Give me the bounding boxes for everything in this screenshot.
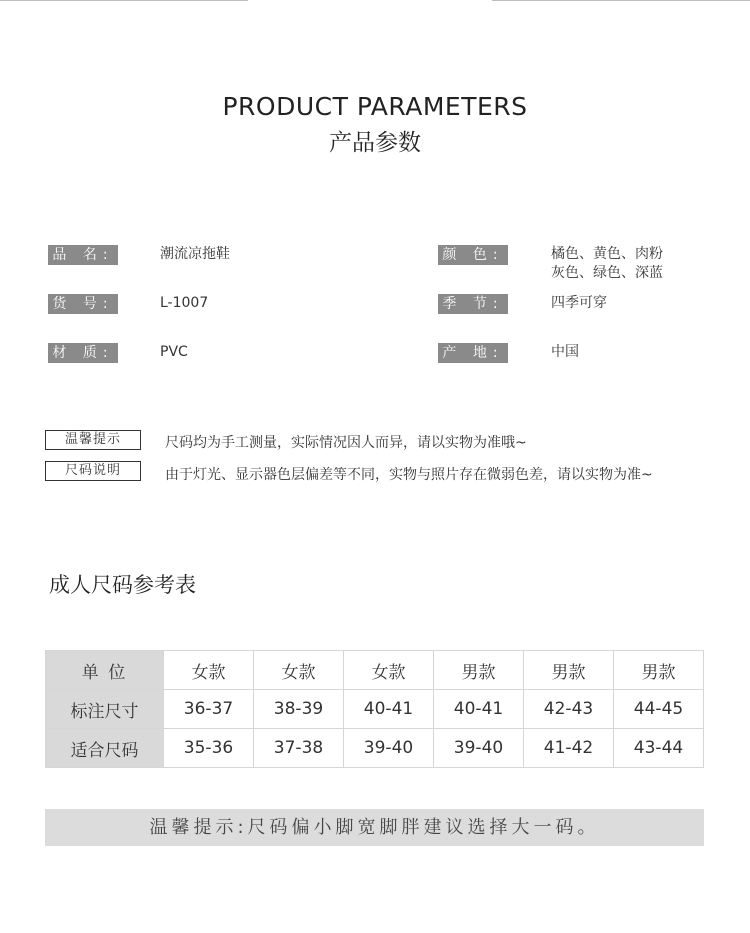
table-header-row [46, 651, 704, 690]
name-value: 潮流凉拖鞋 [160, 246, 230, 262]
table-cell: 35-36 [164, 729, 254, 768]
table-cell: 44-45 [614, 690, 704, 729]
top-divider-left [0, 0, 248, 1]
table-cell: 38-39 [254, 690, 344, 729]
table-header-cell: 男款 [524, 651, 614, 690]
season-label: 季 节: [438, 294, 508, 314]
origin-value: 中国 [551, 344, 579, 360]
sku-value: L-1007 [160, 295, 209, 311]
origin-label: 产 地: [438, 343, 508, 363]
page-title-cn: 产品参数 [329, 130, 421, 156]
size-note-text: 由于灯光、显示器色层偏差等不同，实物与照片存在微弱色差，请以实物为准~ [165, 467, 653, 483]
table-header-cell: 女款 [254, 651, 344, 690]
table-row [46, 690, 704, 729]
table-header-cell: 男款 [434, 651, 524, 690]
table-row [46, 729, 704, 768]
table-cell: 39-40 [344, 729, 434, 768]
table-row-head: 标注尺寸 [46, 690, 164, 729]
size-table [45, 650, 704, 768]
table-cell: 36-37 [164, 690, 254, 729]
color-value-line1: 橘色、黄色、肉粉 [551, 246, 663, 262]
table-cell: 40-41 [434, 690, 524, 729]
tip-label: 温馨提示 [45, 430, 141, 450]
table-cell: 37-38 [254, 729, 344, 768]
table-header-cell: 女款 [164, 651, 254, 690]
table-header-cell: 单 位 [46, 651, 164, 690]
size-note-label: 尺码说明 [45, 461, 141, 481]
table-header-cell: 女款 [344, 651, 434, 690]
material-label: 材 质: [48, 343, 118, 363]
sku-label: 货 号: [48, 294, 118, 314]
size-chart-heading: 成人尺码参考表 [49, 573, 196, 597]
size-advice-banner: 温馨提示:尺码偏小脚宽脚胖建议选择大一码。 [45, 809, 704, 846]
top-divider-right [492, 0, 750, 1]
table-cell: 43-44 [614, 729, 704, 768]
name-label: 品 名: [48, 245, 118, 265]
tip-text: 尺码均为手工测量，实际情况因人而异，请以实物为准哦~ [165, 435, 527, 451]
table-cell: 39-40 [434, 729, 524, 768]
page-title-en: PRODUCT PARAMETERS [222, 92, 528, 121]
color-value [551, 245, 663, 283]
table-cell: 42-43 [524, 690, 614, 729]
color-label: 颜 色: [438, 245, 508, 265]
season-value: 四季可穿 [551, 295, 607, 311]
table-cell: 41-42 [524, 729, 614, 768]
color-value-line2: 灰色、绿色、深蓝 [551, 265, 663, 281]
table-header-cell: 男款 [614, 651, 704, 690]
table-row-head: 适合尺码 [46, 729, 164, 768]
table-cell: 40-41 [344, 690, 434, 729]
material-value: PVC [160, 344, 188, 360]
